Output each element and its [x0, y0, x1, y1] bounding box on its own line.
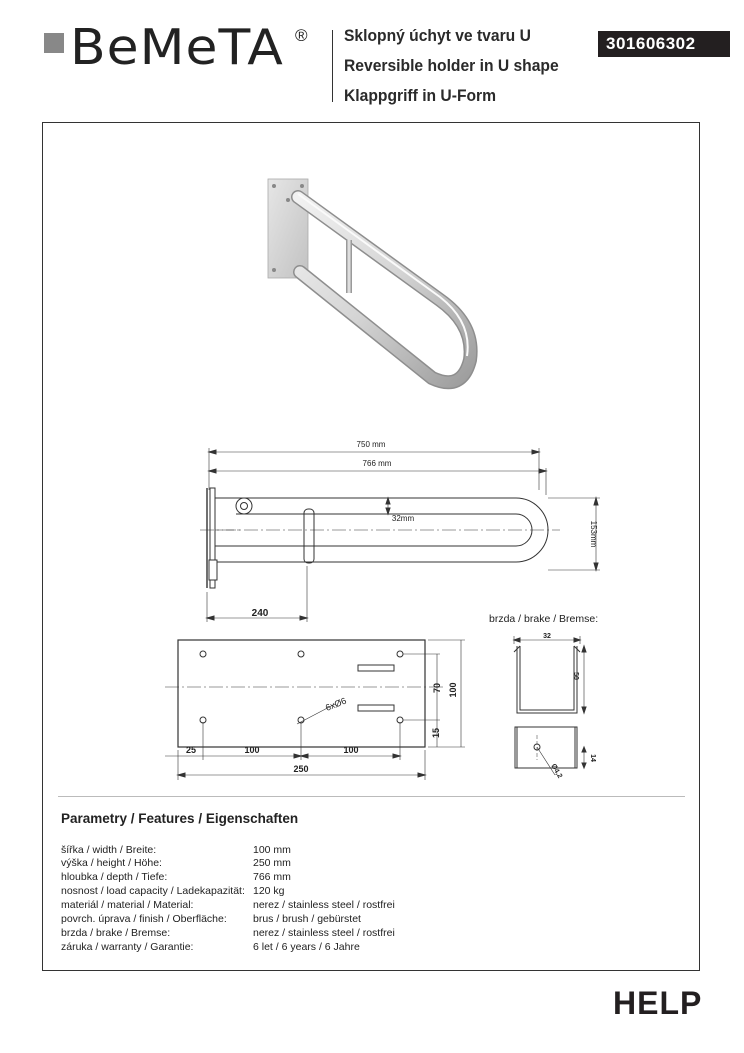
plate-view — [165, 640, 465, 780]
param-label-depth: hloubka / depth / Tiefe: — [61, 871, 168, 883]
brake-dim-14: 14 — [589, 754, 596, 762]
dim-32: 32mm — [391, 514, 415, 523]
series-name: HELP — [613, 985, 703, 1021]
title-english: Reversible holder in U shape — [344, 56, 559, 75]
param-value-material: nerez / stainless steel / rostfrei — [253, 899, 395, 911]
brand-logo: BeMeTA — [70, 19, 284, 77]
plate-holes-label: 6xØ6 — [324, 695, 348, 713]
dim-240: 240 — [251, 608, 269, 619]
param-label-material: materiál / material / Material: — [61, 899, 194, 911]
brake-label: brzda / brake / Bremse: — [489, 613, 599, 625]
title-german: Klappgriff in U-Form — [344, 86, 497, 105]
param-value-finish: brus / brush / gebürstet — [253, 913, 361, 925]
plate-dim-100-a: 100 — [244, 745, 260, 755]
plate-dim-70: 70 — [432, 682, 442, 694]
plate-dim-100-b: 100 — [343, 745, 359, 755]
param-value-warranty: 6 let / 6 years / 6 Jahre — [253, 941, 360, 953]
param-label-warranty: záruka / warranty / Garantie: — [61, 941, 194, 953]
param-value-brake: nerez / stainless steel / rostfrei — [253, 927, 395, 939]
dim-766: 766 mm — [362, 459, 392, 468]
param-value-depth: 766 mm — [253, 871, 291, 883]
param-label-brake: brzda / brake / Bremse: — [61, 927, 171, 939]
product-code: 301606302 — [598, 31, 730, 57]
param-value-load-capacity: 120 kg — [253, 885, 285, 897]
plate-dim-25: 25 — [185, 745, 197, 755]
dim-153: 153mm — [589, 520, 598, 548]
param-value-height: 250 mm — [253, 857, 291, 869]
param-label-load-capacity: nosnost / load capacity / Ladekapazität: — [61, 885, 245, 897]
features-title: Parametry / Features / Eigenschaften — [61, 811, 299, 826]
dim-750: 750 mm — [356, 440, 386, 449]
registered-mark: ® — [295, 26, 308, 45]
brake-detail — [514, 636, 586, 775]
param-label-width: šířka / width / Breite: — [61, 844, 157, 856]
param-label-height: výška / height / Höhe: — [61, 857, 162, 869]
plate-dim-250: 250 — [293, 764, 309, 774]
title-czech: Sklopný úchyt ve tvaru U — [344, 26, 531, 45]
product-image — [268, 179, 471, 382]
side-view — [200, 448, 600, 622]
brake-dim-50: 50 — [572, 672, 579, 680]
brake-dim-32: 32 — [543, 633, 551, 640]
brake-dim-diameter: Ø4,2 — [549, 762, 564, 780]
param-label-finish: povrch. úprava / finish / Oberfläche: — [61, 913, 227, 925]
param-value-width: 100 mm — [253, 844, 291, 856]
plate-dim-15: 15 — [431, 727, 441, 739]
section-divider — [58, 796, 685, 797]
plate-dim-100-vertical: 100 — [448, 682, 458, 698]
